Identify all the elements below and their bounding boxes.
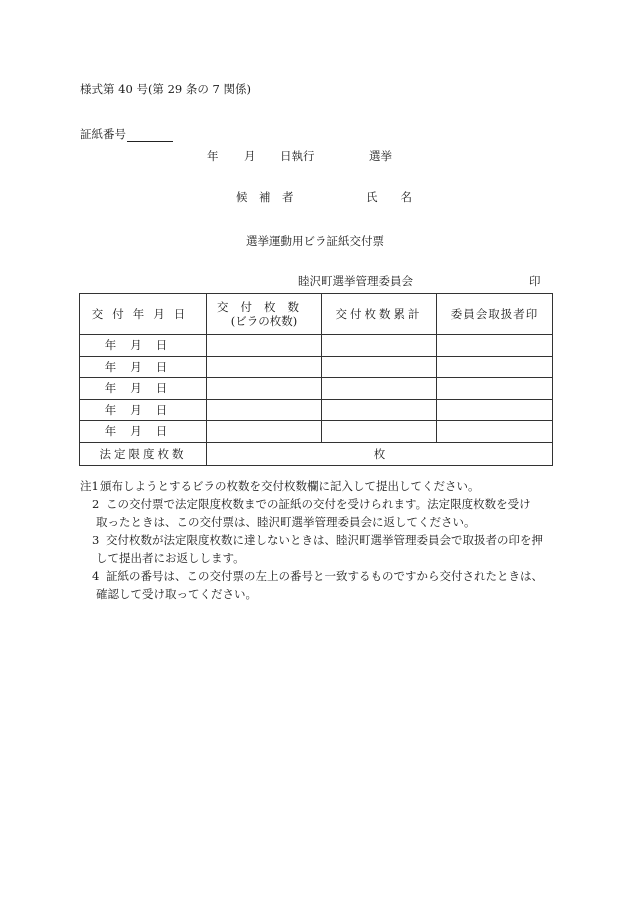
candidate-name-label: 氏 名 (366, 190, 412, 204)
note-text-continued: 取ったときは、この交付票は、睦沢町選挙管理委員会に返してください。 (96, 515, 476, 529)
note-item (80, 477, 560, 495)
row-stamp (437, 399, 553, 421)
note-text: この交付票で法定限度枚数までの証紙の交付を受けられます。法定限度枚数を受け (106, 497, 531, 511)
row-date: 年月日 (80, 335, 207, 357)
certificate-number-label: 証紙番号 (80, 127, 126, 141)
election-year: 年 (207, 149, 219, 163)
table-row (80, 421, 553, 443)
election-day-exec: 日執行 (280, 149, 315, 163)
table-header-row (80, 294, 553, 335)
note-item (80, 531, 560, 567)
table-row (80, 356, 553, 378)
row-date: 年月日 (80, 421, 207, 443)
row-cumulative (322, 399, 437, 421)
header-stamp: 委員会取扱者印 (437, 294, 553, 335)
row-count (207, 356, 322, 378)
row-stamp (437, 356, 553, 378)
row-date: 年月日 (80, 378, 207, 400)
header-count (207, 294, 322, 335)
committee-name: 睦沢町選挙管理委員会 (298, 274, 413, 288)
header-count-line2: (ビラの枚数) (230, 314, 298, 328)
row-date: 年月日 (80, 356, 207, 378)
note-number: 注1 (80, 479, 99, 493)
header-count-line1: 交付枚数 (217, 300, 311, 314)
certificate-number-field (80, 126, 173, 142)
seal-mark: 印 (529, 274, 541, 288)
row-count (207, 378, 322, 400)
row-count (207, 335, 322, 357)
legal-limit-label: 法定限度枚数 (80, 442, 207, 465)
row-count (207, 421, 322, 443)
table-row (80, 378, 553, 400)
table-row (80, 399, 553, 421)
row-stamp (437, 421, 553, 443)
row-cumulative (322, 335, 437, 357)
note-text-continued: 確認して受け取ってください。 (96, 587, 257, 601)
note-number: 2 (92, 497, 100, 511)
certificate-number-blank (127, 129, 173, 142)
document-title: 選挙運動用ビラ証紙交付票 (246, 234, 384, 248)
notes-section (80, 477, 560, 603)
election-name: 選挙 (369, 149, 392, 163)
table-row (80, 335, 553, 357)
note-number: 3 (92, 533, 100, 547)
header-date: 交付年月日 (80, 294, 207, 335)
row-cumulative (322, 421, 437, 443)
row-cumulative (322, 356, 437, 378)
note-text: 頒布しようとするビラの枚数を交付枚数欄に記入して提出してください。 (100, 479, 480, 493)
note-number: 4 (92, 569, 100, 583)
note-text: 証紙の番号は、この交付票の左上の番号と一致するものですから交付されたときは、 (106, 569, 543, 583)
legal-limit-row (80, 442, 553, 465)
row-cumulative (322, 378, 437, 400)
legal-limit-value: 枚 (207, 442, 553, 465)
header-cumulative: 交付枚数累計 (322, 294, 437, 335)
note-text: 交付枚数が法定限度枚数に達しないときは、睦沢町選挙管理委員会で取扱者の印を押 (106, 533, 543, 547)
row-stamp (437, 378, 553, 400)
note-item (80, 495, 560, 531)
candidate-label: 候 補 者 (236, 190, 294, 204)
row-date: 年月日 (80, 399, 207, 421)
row-stamp (437, 335, 553, 357)
note-item (80, 567, 560, 603)
form-number: 様式第 40 号(第 29 条の 7 関係) (80, 82, 251, 96)
election-month: 月 (244, 149, 256, 163)
issuance-table (79, 293, 553, 466)
row-count (207, 399, 322, 421)
note-text-continued: して提出者にお返しします。 (96, 551, 245, 565)
